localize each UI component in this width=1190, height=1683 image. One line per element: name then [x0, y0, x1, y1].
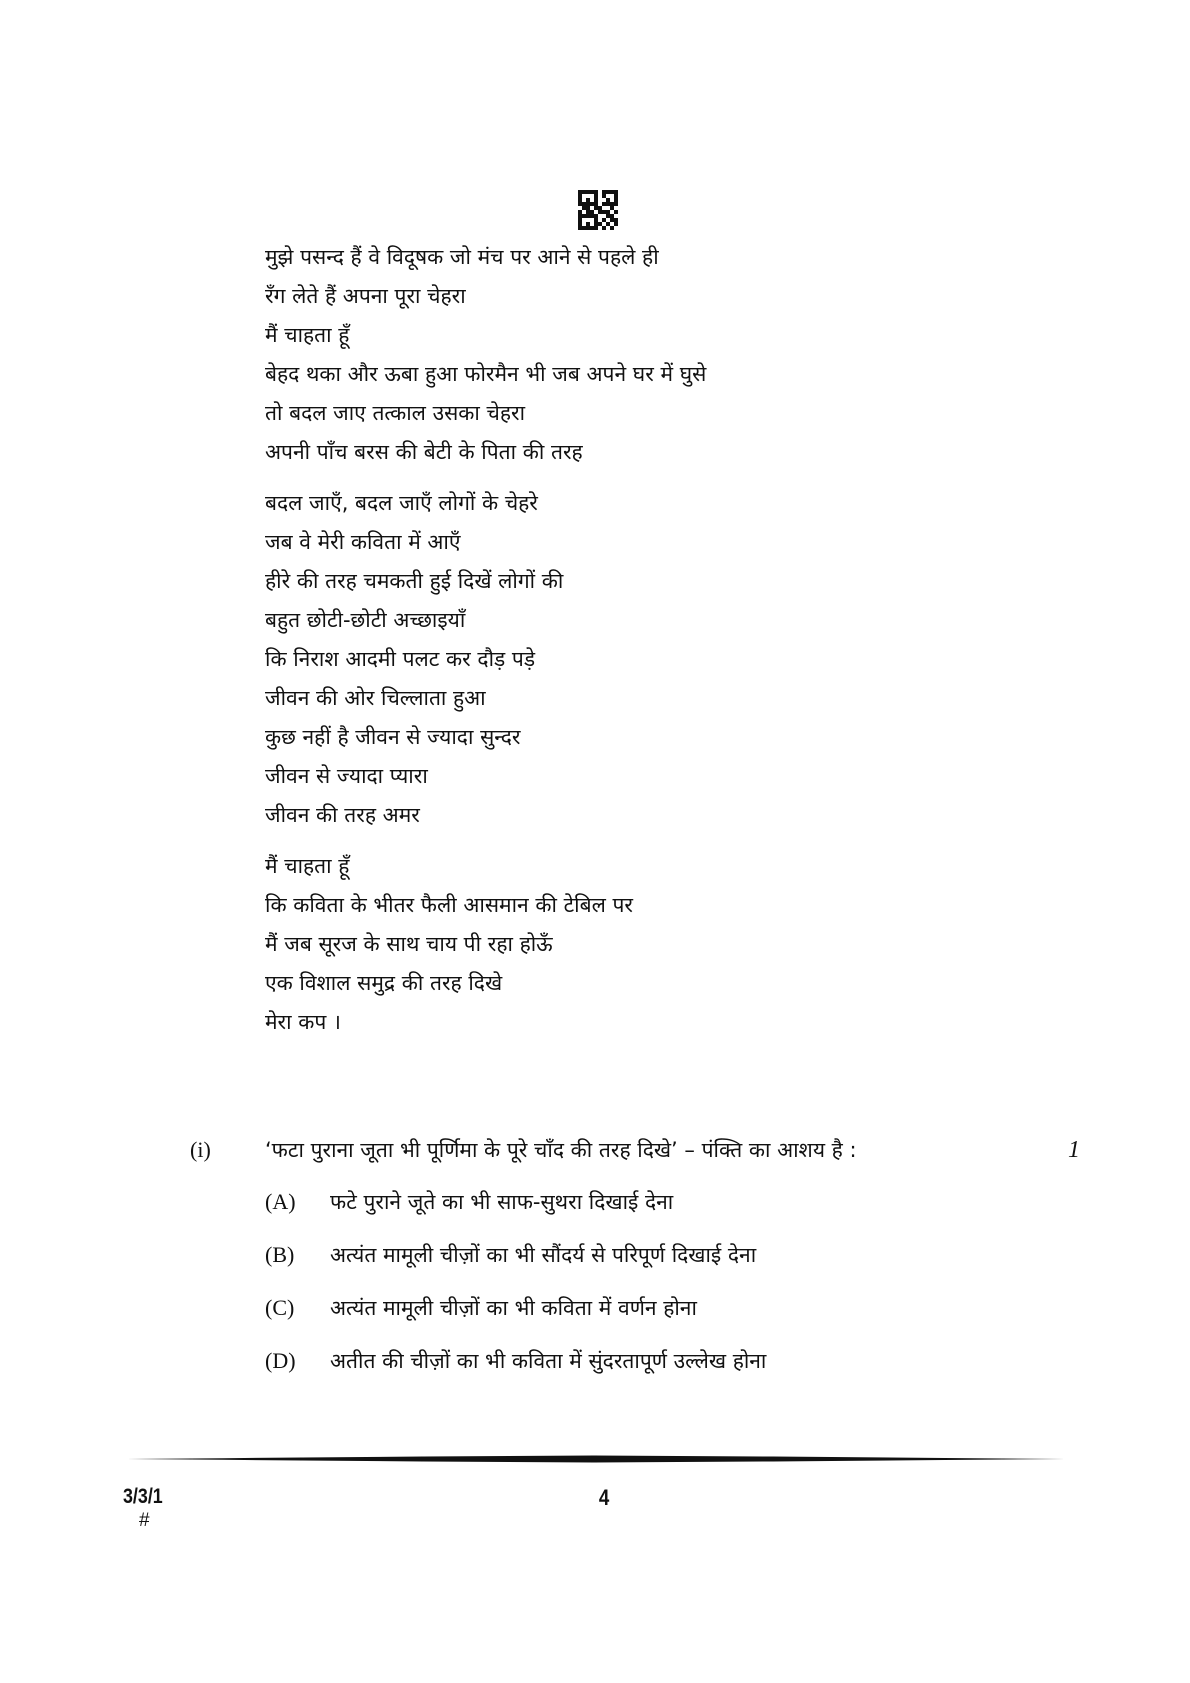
question-text: ‘फटा पुराना जूता भी पूर्णिमा के पूरे चाँद की तरह दिखे’ – पंक्ति का आशय है : — [265, 1138, 857, 1162]
question-stem — [190, 1130, 1080, 1170]
question-number: (i) — [190, 1137, 211, 1162]
poem-stanza-2 — [265, 484, 706, 835]
option-c[interactable] — [190, 1288, 1080, 1341]
poem-passage — [265, 238, 706, 1054]
paper-hash: # — [139, 1510, 150, 1531]
option-label: (D) — [265, 1348, 296, 1373]
poem-line: जीवन की तरह अमर — [265, 803, 420, 827]
poem-stanza-3 — [265, 847, 706, 1042]
poem-line: कि कविता के भीतर फैली आसमान की टेबिल पर — [265, 893, 634, 917]
poem-line: मेरा कप । — [265, 1010, 341, 1034]
paper-code: 3/3/1 — [123, 1485, 163, 1508]
option-text: अत्यंत मामूली चीज़ों का भी सौंदर्य से परिपूर्ण दिखाई देना — [330, 1243, 757, 1267]
poem-line: रँग लेते हैं अपना पूरा चेहरा — [265, 284, 466, 308]
page-number: 4 — [598, 1485, 610, 1510]
option-a[interactable] — [190, 1182, 1080, 1235]
poem-line: बेहद थका और ऊबा हुआ फोरमैन भी जब अपने घर में घुसे — [265, 362, 707, 386]
option-label: (B) — [265, 1242, 295, 1267]
footer-divider — [123, 1455, 1065, 1463]
poem-line: कि निराश आदमी पलट कर दौड़ पड़े — [265, 647, 536, 671]
poem-line: मैं चाहता हूँ — [265, 323, 350, 347]
option-text: अतीत की चीज़ों का भी कविता में सुंदरतापूर्ण उल्लेख होना — [330, 1349, 767, 1373]
qr-code-icon — [578, 190, 618, 230]
option-label: (A) — [265, 1189, 296, 1214]
option-d[interactable] — [190, 1341, 1080, 1394]
poem-line: मुझे पसन्द हैं वे विदूषक जो मंच पर आने से पहले ही — [265, 245, 659, 269]
poem-line: एक विशाल समुद्र की तरह दिखे — [265, 971, 503, 995]
poem-stanza-1 — [265, 238, 706, 472]
poem-line: हीरे की तरह चमकती हुई दिखें लोगों की — [265, 569, 564, 593]
poem-line: जीवन की ओर चिल्लाता हुआ — [265, 686, 486, 710]
poem-line: अपनी पाँच बरस की बेटी के पिता की तरह — [265, 440, 583, 464]
poem-line: बदल जाएँ, बदल जाएँ लोगों के चेहरे — [265, 491, 538, 515]
poem-line: जीवन से ज्यादा प्यारा — [265, 764, 428, 788]
answer-options — [190, 1182, 1080, 1394]
poem-line: मैं जब सूरज के साथ चाय पी रहा होऊँ — [265, 932, 553, 956]
option-label: (C) — [265, 1295, 295, 1320]
question-i — [190, 1130, 1080, 1394]
poem-line: तो बदल जाए तत्काल उसका चेहरा — [265, 401, 526, 425]
poem-line: मैं चाहता हूँ — [265, 854, 350, 878]
option-b[interactable] — [190, 1235, 1080, 1288]
option-text: फटे पुराने जूते का भी साफ-सुथरा दिखाई देना — [330, 1190, 674, 1214]
question-marks: 1 — [1068, 1137, 1080, 1163]
poem-line: बहुत छोटी-छोटी अच्छाइयाँ — [265, 608, 466, 632]
poem-line: कुछ नहीं है जीवन से ज्यादा सुन्दर — [265, 725, 521, 749]
poem-line: जब वे मेरी कविता में आएँ — [265, 530, 461, 554]
option-text: अत्यंत मामूली चीज़ों का भी कविता में वर्णन होना — [330, 1296, 697, 1320]
